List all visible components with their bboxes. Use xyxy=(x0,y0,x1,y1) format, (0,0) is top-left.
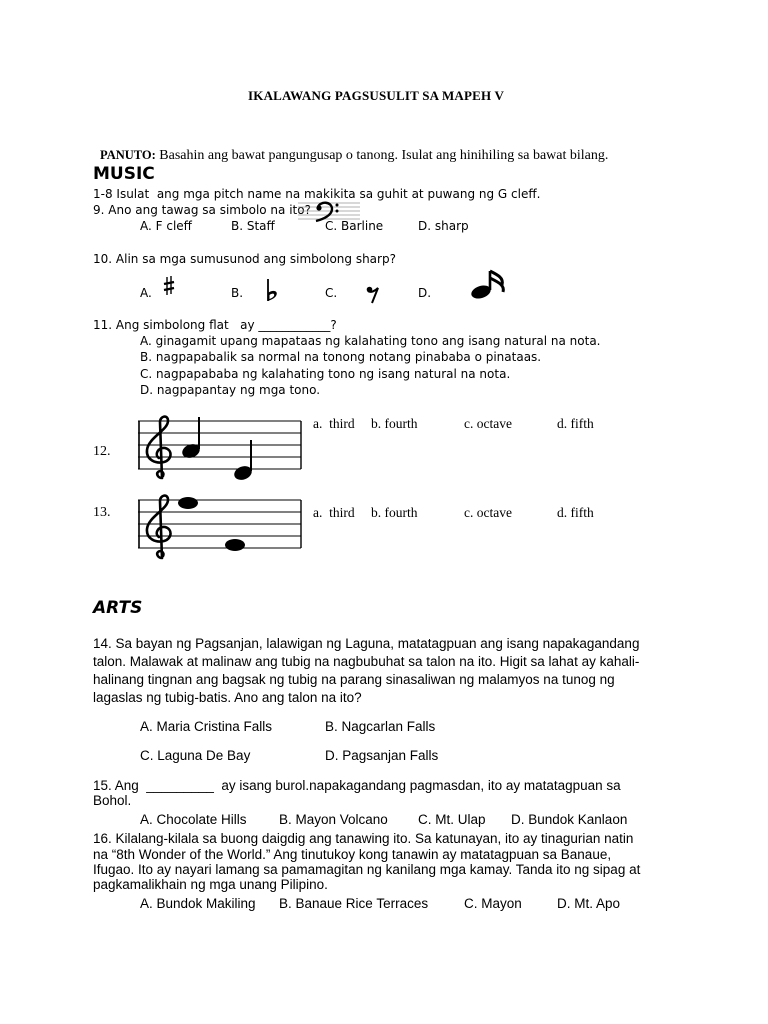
q10-choice-a: A. xyxy=(140,286,152,300)
treble-staff-whole-notes-icon xyxy=(138,492,303,564)
q10-choice-c: C. xyxy=(325,286,338,300)
q15-line-1: 15. Ang _________ ay isang burol.napakagandang pagmasdan, ito ay matatagpuan sa xyxy=(93,778,621,793)
flat-icon xyxy=(265,279,279,303)
q9-choice-a: A. F cleff xyxy=(140,219,192,233)
q14-line-4: lagaslas ng tubig-batis. Ano ang talon na ito? xyxy=(93,690,362,705)
q14-choice-c: C. Laguna De Bay xyxy=(140,748,251,763)
q9-choice-c: C. Barline xyxy=(325,219,384,233)
q16-line-1: 16. Kilalang-kilala sa buong daigdig ang tanawing ito. Sa katunayan, ito ay tinagurian natin xyxy=(93,831,634,846)
q15-choice-d: D. Bundok Kanlaon xyxy=(511,812,628,827)
q12-choice-d: d. fifth xyxy=(557,416,594,431)
q10-text: 10. Alin sa mga sumusunod ang simbolong sharp? xyxy=(93,252,396,266)
q16-choice-d: D. Mt. Apo xyxy=(557,896,621,911)
q14-choice-d: D. Pagsanjan Falls xyxy=(325,748,439,763)
q16-choice-b: B. Banaue Rice Terraces xyxy=(279,896,429,911)
q14-choice-a: A. Maria Cristina Falls xyxy=(140,719,273,734)
directions-label: PANUTO: xyxy=(100,148,156,162)
arts-heading: ARTS xyxy=(93,598,143,618)
q10-choice-d: D. xyxy=(418,286,432,300)
q9-choice-b: B. Staff xyxy=(231,219,275,233)
q15-line-2: Bohol. xyxy=(93,793,132,808)
q14-line-1: 14. Sa bayan ng Pagsanjan, lalawigan ng Laguna, matatagpuan ang isang napakagandang xyxy=(93,636,640,651)
q9-choice-d: D. sharp xyxy=(418,219,469,233)
q10-choice-b: B. xyxy=(231,286,244,300)
q16-line-2: na “8th Wonder of the World.” Ang tinutukoy kong tanawin ay matatagpuan sa Banaue, xyxy=(93,847,612,862)
sharp-icon xyxy=(162,276,176,296)
q14-choice-b: B. Nagcarlan Falls xyxy=(325,719,436,734)
q11-choice-c: C. nagpapababa ng kalahating tono ng isang natural na nota. xyxy=(140,367,511,381)
sixteenth-note-icon xyxy=(470,269,510,301)
q12-choice-b: b. fourth xyxy=(371,416,418,431)
q16-choice-c: C. Mayon xyxy=(464,896,522,911)
q13-number: 13. xyxy=(93,505,111,520)
eighth-rest-icon xyxy=(366,286,380,304)
q12-choice-c: c. octave xyxy=(464,416,512,431)
q16-choice-a: A. Bundok Makiling xyxy=(140,896,256,911)
q13-choice-c: c. octave xyxy=(464,505,512,520)
directions-text: Basahin ang bawat pangungusap o tanong. Isulat ang hinihiling sa bawat bilang. xyxy=(155,148,609,163)
q16-line-3: Ifugao. Ito ay nayari lamang sa pamamagitan ng kanilang mga kamay. Tanda ito ng sipag at xyxy=(93,862,641,877)
q15-choice-c: C. Mt. Ulap xyxy=(418,812,486,827)
q14-line-3: halinang tingnan ang bagsak ng tubig na parang sinasaliwan ng malamyos na tunog ng xyxy=(93,672,615,687)
q11-choice-b: B. nagpapabalik sa normal na tonong notang pinababa o pinataas. xyxy=(140,350,542,364)
q11-choice-d: D. nagpapantay ng mga tono. xyxy=(140,383,321,397)
q13-choice-a: a. third xyxy=(313,505,355,520)
q13-choice-b: b. fourth xyxy=(371,505,418,520)
q14-line-2: talon. Malawak at malinaw ang tubig na nagbubuhat sa talon na ito. Higit sa lahat ay kahali- xyxy=(93,654,640,669)
q15-choice-a: A. Chocolate Hills xyxy=(140,812,247,827)
directions xyxy=(93,132,608,164)
treble-staff-interval-icon xyxy=(138,412,303,480)
q9-text: 9. Ano ang tawag sa simbolo na ito? xyxy=(93,203,311,217)
q12-number: 12. xyxy=(93,444,111,459)
q15-choice-b: B. Mayon Volcano xyxy=(279,812,388,827)
q12-choice-a: a. third xyxy=(313,416,355,431)
q13-choice-d: d. fifth xyxy=(557,505,594,520)
q11-choice-a: A. ginagamit upang mapataas ng kalahating tono ang isang natural na nota. xyxy=(140,334,601,348)
music-heading: MUSIC xyxy=(93,164,155,184)
q11-text: 11. Ang simbolong flat ay ____________? xyxy=(93,318,337,332)
q16-line-4: pagkamalikhain ng mga unang Pilipino. xyxy=(93,877,328,892)
item-1-8-text: 1-8 Isulat ang mga pitch name na makikita sa guhit at puwang ng G cleff. xyxy=(93,187,541,201)
page-title: IKALAWANG PAGSUSULIT SA MAPEH V xyxy=(248,88,505,103)
